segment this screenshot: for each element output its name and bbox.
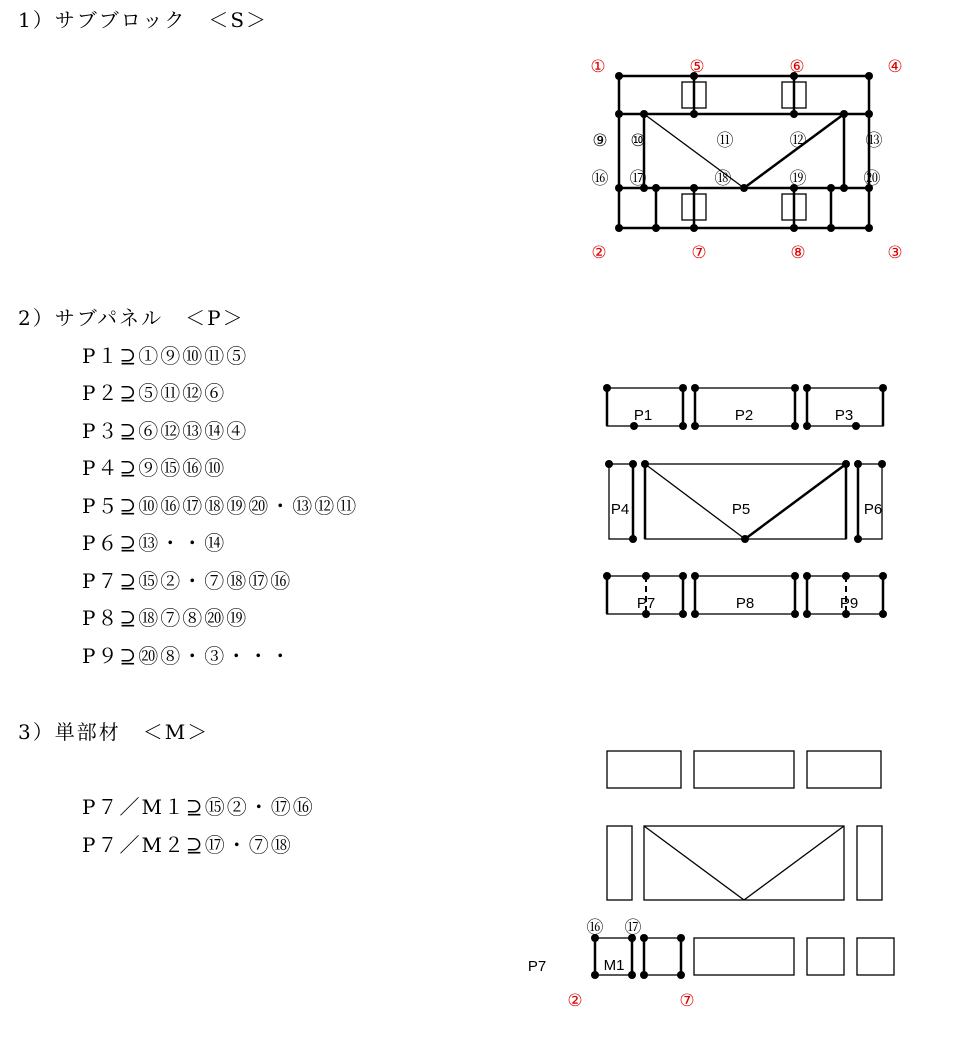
panel-label-p9: P9 bbox=[839, 595, 859, 612]
member-label-m1: M1 bbox=[603, 957, 625, 974]
panel-label-p6: P6 bbox=[863, 501, 883, 518]
node-label-7: ⑦ bbox=[691, 243, 707, 263]
panel-line-p3: P３⊇⑥⑫⑬⑭④ bbox=[82, 419, 249, 443]
node-label-16: ⑯ bbox=[591, 169, 609, 189]
member-node-label-7: ⑦ bbox=[679, 991, 695, 1011]
node-label-20: ⑳ bbox=[863, 169, 881, 189]
panel-line-p5: P５⊇⑩⑯⑰⑱⑲⑳・⑬⑫⑪ bbox=[82, 494, 359, 518]
section2-title: 2）サブパネル ＜P＞ bbox=[18, 306, 245, 330]
panel-line-p7: P７⊇⑮②・⑦⑱⑰⑯ bbox=[82, 569, 293, 593]
node-label-18: ⑱ bbox=[714, 169, 732, 189]
node-label-9: ⑨ bbox=[592, 131, 608, 151]
node-label-5: ⑤ bbox=[689, 57, 705, 77]
panel-label-p3: P3 bbox=[834, 407, 854, 424]
panel-label-p1: P1 bbox=[633, 407, 653, 424]
member-diagram bbox=[595, 751, 894, 975]
panel-label-p7: P7 bbox=[636, 595, 656, 612]
panel-line-p8: P８⊇⑱⑦⑧⑳⑲ bbox=[82, 606, 249, 630]
node-label-2: ② bbox=[591, 243, 607, 263]
node-label-3: ③ bbox=[887, 243, 903, 263]
member-node-label-16: ⑯ bbox=[586, 918, 604, 938]
subblock-nodes bbox=[615, 72, 873, 232]
node-label-13: ⑬ bbox=[865, 131, 883, 151]
node-label-6: ⑥ bbox=[789, 57, 805, 77]
node-label-12: ⑫ bbox=[789, 131, 807, 151]
node-label-1: ① bbox=[590, 57, 606, 77]
member-line-m2: P７／M２⊇⑰・⑦⑱ bbox=[82, 833, 293, 857]
node-label-4: ④ bbox=[887, 57, 903, 77]
section3-title: 3）単部材 ＜M＞ bbox=[18, 720, 210, 744]
member-line-m1: P７／M１⊇⑮②・⑰⑯ bbox=[82, 795, 315, 819]
member-node-label-17: ⑰ bbox=[624, 918, 642, 938]
node-label-11: ⑪ bbox=[716, 131, 734, 151]
panel-line-p2: P２⊇⑤⑪⑫⑥ bbox=[82, 381, 227, 405]
panel-line-p4: P４⊇⑨⑮⑯⑩ bbox=[82, 456, 227, 480]
member-node-label-2: ② bbox=[567, 991, 583, 1011]
panel-line-p1: P１⊇①⑨⑩⑪⑤ bbox=[82, 344, 249, 368]
panel-line-p9: P９⊇⑳⑧・③・・・ bbox=[82, 644, 293, 668]
node-label-17: ⑰ bbox=[629, 169, 647, 189]
panel-label-p8: P8 bbox=[735, 595, 755, 612]
panel-label-p2: P2 bbox=[734, 407, 754, 424]
member-row-label: P7 bbox=[527, 958, 547, 975]
subblock-diagram bbox=[619, 76, 869, 228]
node-label-8: ⑧ bbox=[790, 243, 806, 263]
panel-line-p6: P６⊇⑬・・⑭ bbox=[82, 531, 227, 555]
section1-title: 1）サブブロック ＜S＞ bbox=[18, 8, 269, 32]
node-label-19: ⑲ bbox=[789, 169, 807, 189]
panel-label-p5: P5 bbox=[731, 501, 751, 518]
panel-label-p4: P4 bbox=[610, 501, 630, 518]
node-label-10: ⑩ bbox=[630, 131, 646, 151]
